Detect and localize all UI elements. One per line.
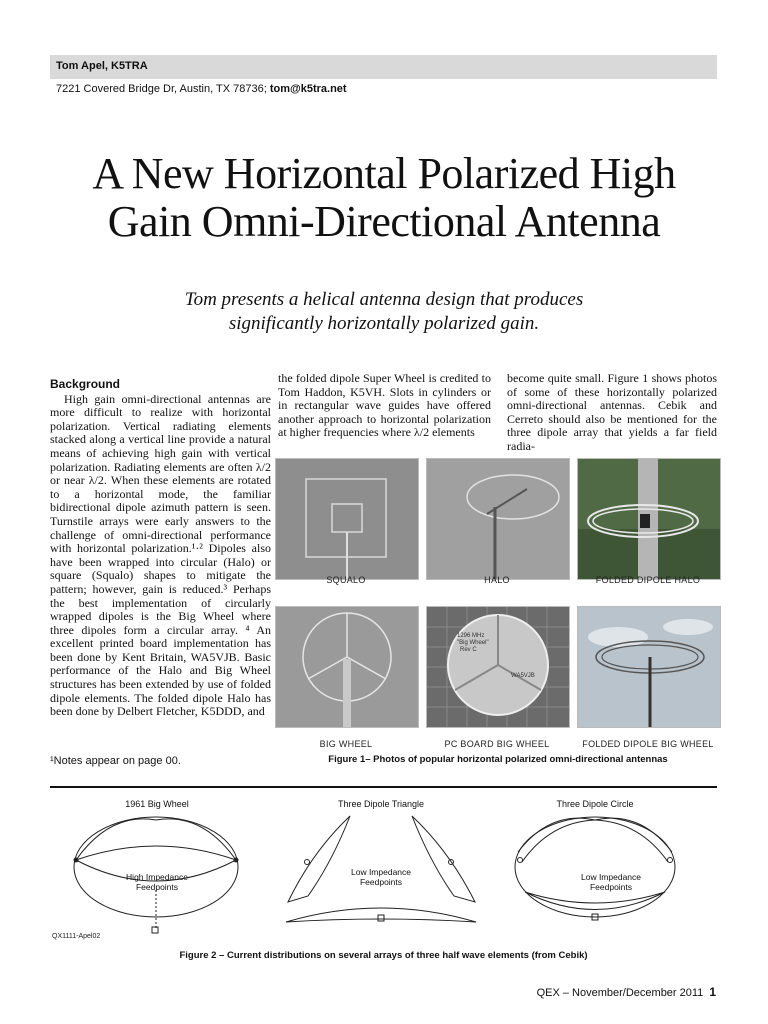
body-column-2: the folded dipole Super Wheel is credited to Tom Haddon, K5VH. Slots in cylinders or in rectangular wave guides have offered another approach to horizontal polarization at higher frequencies where λ/2 elements — [278, 371, 491, 440]
page-footer — [537, 985, 716, 999]
photo-folded-dipole-halo — [577, 458, 721, 580]
photo-folded-dipole-big-wheel — [577, 606, 721, 728]
photo-pc-board-big-wheel — [426, 606, 570, 728]
triangle-feed-left — [305, 860, 310, 865]
photo-halo — [426, 458, 570, 580]
label-feedpoints-a: Feedpoints — [135, 882, 179, 892]
author-bar — [50, 55, 717, 79]
caption-big-wheel: BIG WHEEL — [319, 739, 373, 749]
label-feedpoints-b: Feedpoints — [359, 877, 403, 887]
diagram-title-triangle: Three Dipole Triangle — [337, 799, 425, 809]
figure-1-caption: Figure 1– Photos of popular horizontal polarized omni-directional antennas — [328, 754, 668, 765]
board-label-call: WA5VJB — [511, 673, 535, 679]
circle-feed-left — [518, 858, 523, 863]
footer-journal: QEX – November/December 2011 — [536, 987, 704, 999]
label-high-impedance: High Impedance — [126, 872, 188, 882]
feedpoint-left — [74, 858, 79, 863]
address-text: 7221 Covered Bridge Dr, Austin, TX 78736; — [56, 83, 270, 95]
author-email[interactable]: tom@k5tra.net — [269, 83, 347, 95]
photo-squalo — [275, 458, 419, 580]
body-column-1 — [50, 378, 271, 719]
title-line-1: A New Horizontal Polarized High — [92, 149, 676, 198]
caption-squalo: SQUALO — [326, 575, 366, 585]
board-label-rev: Rev C — [460, 647, 477, 653]
board-label-freq: 1296 MHz — [457, 633, 485, 639]
article-subtitle — [120, 288, 648, 336]
feedpoint-right — [234, 858, 239, 863]
label-low-impedance-c: Low Impedance — [580, 872, 642, 882]
circle-diagram — [515, 817, 675, 917]
figure-2-diagram — [50, 792, 717, 947]
label-feedpoints-c: Feedpoints — [589, 882, 633, 892]
article-title — [40, 150, 728, 246]
page-number: 1 — [709, 985, 716, 999]
section-heading: Background — [50, 377, 121, 391]
label-low-impedance-b: Low Impedance — [350, 867, 412, 877]
diagram-title-big-wheel: 1961 Big Wheel — [125, 799, 189, 809]
subtitle-line-1: Tom presents a helical antenna design that produces — [184, 289, 584, 310]
caption-folded-dipole-halo: FOLDED DIPOLE HALO — [595, 575, 701, 585]
circle-feed-right — [668, 858, 673, 863]
figure-1-photos — [275, 458, 719, 754]
body-column-3: become quite small. Figure 1 shows photos of some of these horizontally polarized omni-directional antennas. Cebik and Cerreto should also be mentioned for the three dipole array that yields a far field radia- — [507, 371, 717, 453]
body-text-1: High gain omni-directional antennas are more difficult to realize with horizontal polarization. Vertical radiating elements stacked along a vertical line provide a natural means of achieving high gain with vertical polarization. Radiating elements are often λ/2 or near λ/2. When these elements are rotated to a horizontal mode, the familiar bidirectional dipole azimuth pattern is seen. Turnstile arrays were early answers to the challenge of omni-directional performance with horizontal polarization.¹·² Dipoles also have been wrapped into circular (Halo) or square (Squalo) shapes to mitigate the pattern; however, gain is reduced.³ Perhaps the best implementation of circularly wrapped dipoles is the Big Wheel where three dipoles form a circular array. ⁴ An excellent printed board implementation has been done by Kent Britain, WA5VJB. Basic performance of the Halo and Big Wheel structures has been extended by use of folded dipole elements. The folded dipole Halo has been done by Delbert Fletcher, K5DDD, and — [50, 391, 271, 719]
feedpoint-bottom — [152, 927, 158, 933]
divider-rule — [50, 786, 717, 788]
caption-halo: HALO — [484, 575, 510, 585]
caption-folded-dipole-big-wheel: FOLDED DIPOLE BIG WHEEL — [582, 739, 714, 749]
subtitle-line-2: significantly horizontally polarized gain. — [228, 313, 540, 334]
triangle-feed-bottom — [378, 915, 384, 921]
figure-2-caption: Figure 2 – Current distributions on several arrays of three half wave elements (from Cebik) — [179, 950, 588, 961]
notes-reference: ¹Notes appear on page 00. — [50, 755, 181, 767]
photo-big-wheel — [275, 606, 419, 728]
author-address — [56, 83, 347, 95]
diagram-title-circle: Three Dipole Circle — [556, 799, 634, 809]
title-line-2: Gain Omni-Directional Antenna — [107, 197, 661, 246]
caption-pc-board-big-wheel: PC BOARD BIG WHEEL — [444, 739, 550, 749]
author-name: Tom Apel, K5TRA — [56, 60, 148, 72]
figure-tag: QX1111-Apel02 — [52, 933, 101, 940]
board-label-name: "Big Wheel" — [457, 640, 489, 646]
